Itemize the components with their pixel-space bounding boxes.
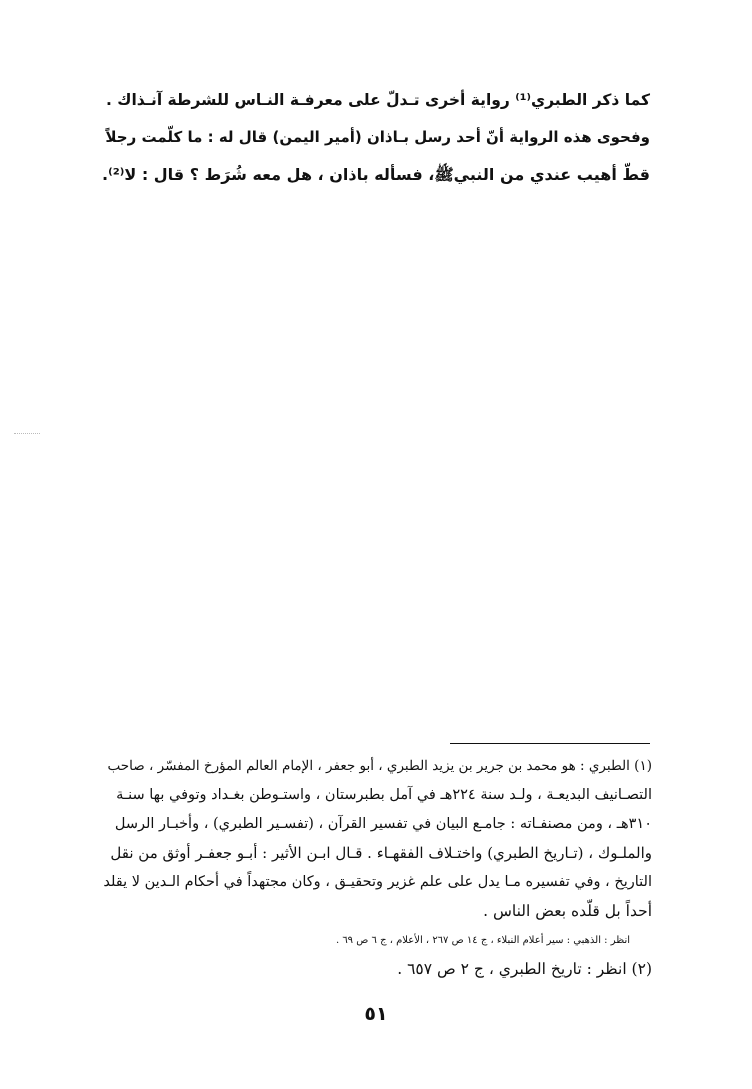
main-text-line: وفحوى هذه الرواية أنّ أحد رسل بـاذان (أمير اليمن) قال له : ما كلّمت رجلاً xyxy=(105,128,650,146)
footnote-line: أحداً بل قلّده بعض الناس . xyxy=(483,902,652,920)
footnote-line: (٢) انظر : تاريخ الطبري ، ج ٢ ص ٦٥٧ . xyxy=(397,960,652,978)
main-text-line: كما ذكر الطبري⁽¹⁾ رواية أخرى تـدلّ على معرفـة النـاس للشرطة آنـذاك . xyxy=(105,91,650,109)
footnote-line: التصـانيف البديعـة ، ولـد سنة ٢٢٤هـ في آمل بطبرستان ، واستـوطن بغـداد وتوفي بها سنـة xyxy=(116,787,652,803)
footnote-line: (١) الطبري : هو محمد بن جرير بن يزيد الطبري ، أبو جعفر ، الإمام العالم المؤرخ المفسّر ، صاحب xyxy=(107,758,652,774)
footnotes-block xyxy=(100,752,652,984)
main-text-line: قطّ أهيب عندي من النبيﷺ، فسأله باذان ، هل معه شُرَط ؟ قال : لا⁽²⁾. xyxy=(102,165,650,184)
page-number: ٥١ xyxy=(364,1003,388,1025)
footnote-line: التاريخ ، وفي تفسيره مـا يدل على علم غزير وتحقيـق ، وكان مجتهداً في أحكام الـدين لا يقلد xyxy=(103,874,652,890)
footnote-line: ٣١٠هـ ، ومن مصنفـاته : جامـع البيان في تفسير القرآن ، (تفسـير الطبري) ، وأخبـار الرسل xyxy=(114,816,652,832)
footnote-source-line: انظر : الذهبي : سير أعلام النبلاء ، ج ١٤ ص ٢٦٧ ، الأعلام ، ج ٦ ص ٦٩ . xyxy=(335,935,630,946)
scan-edge-mark xyxy=(14,433,40,434)
main-text-block xyxy=(100,82,650,193)
footnote-divider xyxy=(450,743,650,744)
footnote-line: والملـوك ، (تـاريخ الطبري) واختـلاف الفقهـاء . قـال ابـن الأثير : أبـو جعفـر أوثق من نقل xyxy=(110,844,652,862)
